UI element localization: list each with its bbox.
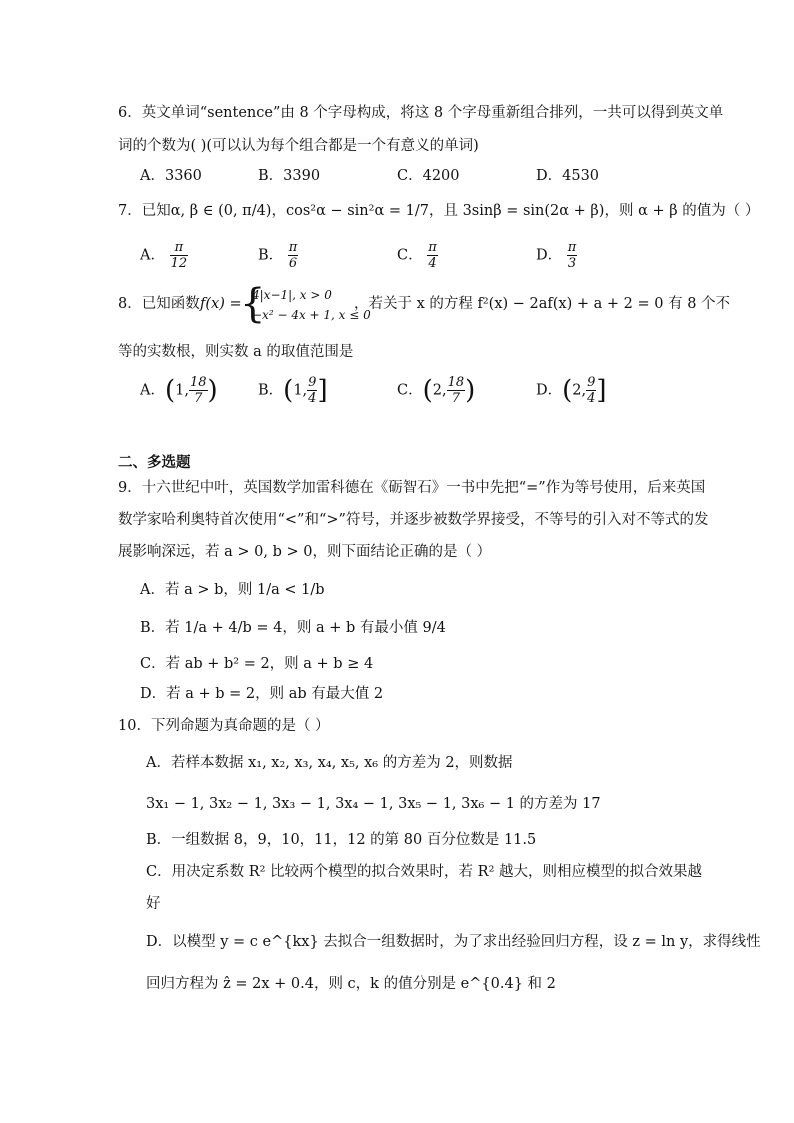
q8-option-c-label: C．	[397, 382, 423, 399]
q8-line2: 等的实数根，则实数 a 的取值范围是	[118, 344, 354, 360]
q7-option-b-label: B．	[258, 247, 284, 264]
q8-option-a-fraction: $\frac{18}{7}$	[189, 375, 207, 406]
q8-option-c: C．(2, $\frac{18}{7}$ )	[397, 375, 476, 406]
q6-option-c: C．4200	[397, 168, 460, 184]
q7-option-d	[536, 240, 577, 271]
q7-option-c-fraction: $\frac{\pi}{4}$	[428, 240, 437, 271]
q9-option-c: C．若 ab + b² = 2，则 a + b ≥ 4	[140, 656, 374, 672]
q10-title: 10．下列命题为真命题的是（ ）	[118, 718, 330, 734]
q7-option-c	[397, 240, 438, 271]
q10-option-d-line2: 回归方程为 ẑ = 2x + 0.4，则 c，k 的值分别是 e^{0.4} 和 2	[146, 976, 556, 992]
q8-option-b: B．(1, $\frac{9}{4}$ ]	[258, 375, 328, 406]
q9-option-a: A．若 a > b，则 1/a < 1/b	[140, 582, 325, 598]
q7-option-b-fraction: $\frac{\pi}{6}$	[288, 240, 298, 271]
q10-option-c-line2: 好	[146, 896, 161, 912]
q8-option-a-left: 1	[175, 382, 185, 399]
q8-option-c-fraction: $\frac{18}{7}$	[447, 375, 465, 406]
q9-option-d: D．若 a + b = 2，则 ab 有最大值 2	[140, 686, 384, 702]
q10-option-b: B．一组数据 8，9，10，11，12 的第 80 百分位数是 11.5	[146, 832, 537, 848]
q8-option-c-left: 2	[432, 382, 442, 399]
q7-option-a-label: A．	[140, 247, 165, 264]
q8-option-d: D．(2, $\frac{9}{4}$ ]	[536, 375, 607, 406]
q8-brace: {	[240, 281, 266, 327]
q8-stem-middle: ，若关于 x 的方程 f²(x) − 2af(x) + a + 2 = 0 有 8 个不	[354, 296, 731, 312]
q7-stem: 7．已知α, β ∈ (0, π/4)，cos²α − sin²α = 1/7，且 3sinβ = sin(2α + β)，则 α + β 的值为（ ）	[118, 203, 760, 219]
q8-prefix: 8．已知函数	[118, 296, 200, 312]
q8-option-a: A．(1, $\frac{18}{7}$ )	[140, 375, 218, 406]
q7-option-b	[258, 240, 298, 271]
q7-option-d-label: D．	[536, 247, 563, 264]
q8-fx: f(x) =	[200, 296, 242, 312]
q6-line1: 6．英文单词“sentence”由 8 个字母构成，将这 8 个字母重新组合排列，一共可以得到英文单	[118, 105, 724, 121]
q7-option-a-fraction: $\frac{\pi}{12}$	[170, 240, 188, 271]
q7-option-d-fraction: $\frac{\pi}{3}$	[567, 240, 577, 271]
q6-line2: 词的个数为( )(可以认为每个组合都是一个有意义的单词)	[118, 138, 479, 154]
q8-option-d-label: D．	[536, 382, 563, 399]
q8-option-b-fraction: $\frac{9}{4}$	[308, 375, 317, 406]
section-title: 二、多选题	[118, 454, 191, 471]
q10-option-a-line1: A．若样本数据 x₁, x₂, x₃, x₄, x₅, x₆ 的方差为 2，则数据	[146, 755, 513, 771]
q8-option-d-fraction: $\frac{9}{4}$	[587, 375, 596, 406]
q7-option-a	[140, 240, 188, 271]
q8-piece1: 4|x−1|, x > 0	[252, 288, 332, 302]
q9-option-b: B．若 1/a + 4/b = 4，则 a + b 有最小值 9/4	[140, 620, 446, 636]
q9-line2: 数学家哈利奥特首次使用“<”和“>”符号，并逐步被数学界接受，不等号的引入对不等式的发	[118, 512, 709, 528]
q9-line3: 展影响深远，若 a > 0, b > 0，则下面结论正确的是（ ）	[118, 544, 492, 560]
q7-option-c-label: C．	[397, 247, 423, 264]
q8-option-b-left: 1	[293, 382, 303, 399]
q8-piece2: −x² − 4x + 1, x ≤ 0	[252, 308, 371, 322]
q8-option-a-label: A．	[140, 382, 165, 399]
q8-option-d-left: 2	[572, 382, 582, 399]
q10-option-a-line2: 3x₁ − 1, 3x₂ − 1, 3x₃ − 1, 3x₄ − 1, 3x₅ − 1, 3x₆ − 1 的方差为 17	[146, 796, 601, 812]
q10-option-c-line1: C．用决定系数 R² 比较两个模型的拟合效果时，若 R² 越大，则相应模型的拟合效果越	[146, 864, 702, 880]
q6-option-d: D．4530	[536, 168, 600, 184]
q6-option-a: A．3360	[140, 168, 202, 184]
q6-option-b: B．3390	[258, 168, 321, 184]
q9-line1: 9．十六世纪中叶，英国数学加雷科德在《砺智石》一书中先把“=”作为等号使用，后来英国	[118, 480, 706, 496]
q10-option-d-line1: D．以模型 y = c e^{kx} 去拟合一组数据时，为了求出经验回归方程，设 z = ln y，求得线性	[146, 934, 761, 950]
q8-option-b-label: B．	[258, 382, 284, 399]
